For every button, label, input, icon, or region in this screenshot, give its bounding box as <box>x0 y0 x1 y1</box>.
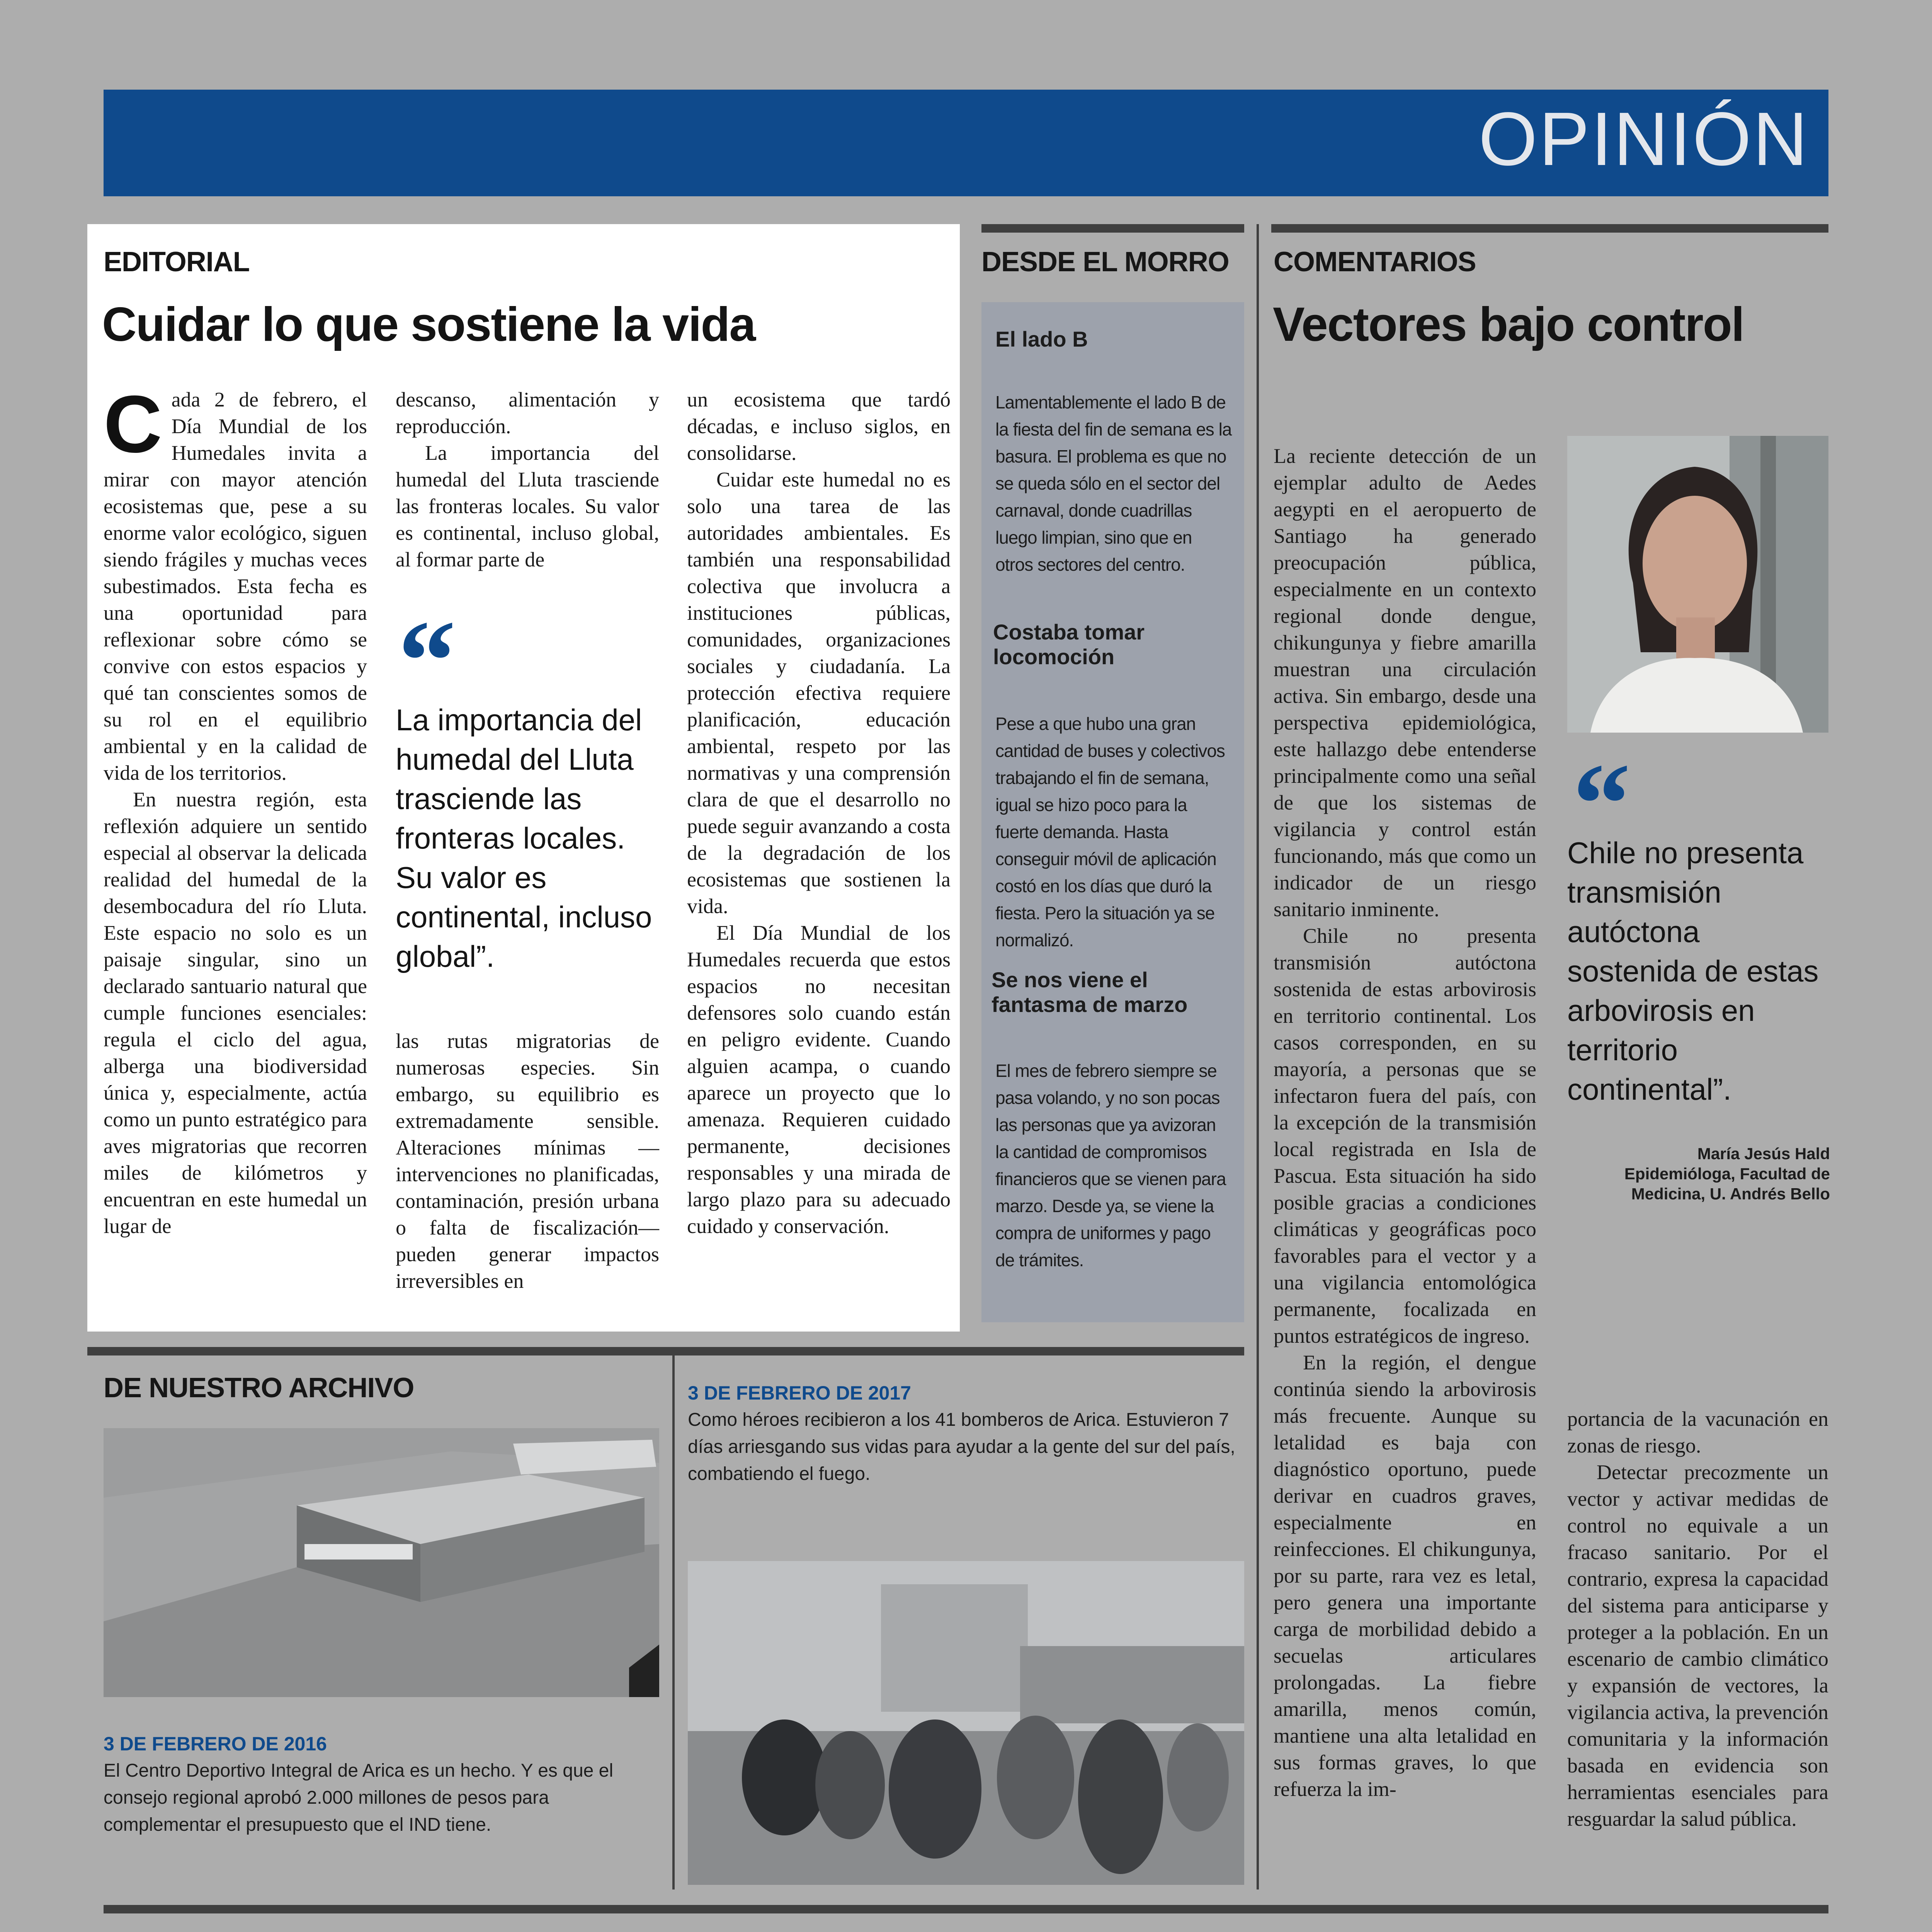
opinion-banner <box>104 90 1828 196</box>
columnist-photo <box>1567 436 1828 733</box>
comentarios-paragraph: portancia de la vacunación en zonas de riesgo. <box>1567 1407 1828 1457</box>
editorial-label: EDITORIAL <box>104 247 250 277</box>
comentarios-headline: Vectores bajo control <box>1273 298 1744 351</box>
editorial-column-3 <box>687 386 951 1240</box>
comentarios-paragraph: Chile no presenta transmisión autóctona sostenida de estas arbovirosis en territorio continental. Los casos corresponden, en su mayoría, a personas que se infectaron fuera del país, con la excepción de la transmisión local registrada en Isla de Pascua. Esta situación ha sido posible gracias a condiciones climáticas y geográficas poco favorables para el vector y a una vigilancia entomológica permanente, focalizada en puntos estratégicos de ingreso. <box>1274 924 1536 1347</box>
editorial-paragraph: las rutas migratorias de numerosas especies. Sin embargo, su equilibrio es extremadamente sensible. Alteraciones mínimas —intervenciones no planificadas, contaminación, presión urbana o falta de fiscalización— pueden generar impactos irreversibles en <box>396 1029 659 1293</box>
editorial-paragraph: La importancia del humedal del Lluta trasciende las fronteras locales. Su valor es continental, incluso global, al formar parte de <box>396 441 659 571</box>
morro-text: Pese a que hubo una gran cantidad de buses y colectivos trabajando el fin de semana, igual se hizo poco para la fuerte demanda. Hasta conseguir móvil de aplicación costó en los días que duró la fiesta. Pero la situación ya se normalizó. <box>995 714 1225 950</box>
editorial-column-1 <box>104 379 367 1240</box>
comentarios-column-2 <box>1567 1406 1828 1832</box>
archive-date-2016: 3 DE FEBRERO DE 2016 <box>104 1733 327 1755</box>
editorial-paragraph: un ecosistema que tardó décadas, e incluso siglos, en consolidarse. <box>687 388 951 464</box>
column-divider <box>1257 224 1259 1889</box>
signature-name: María Jesús Hald <box>1697 1145 1830 1163</box>
morro-label: DESDE EL MORRO <box>981 247 1229 277</box>
archive-divider <box>672 1352 675 1889</box>
drop-cap: C <box>104 379 162 469</box>
section-title: OPINIÓN <box>1478 97 1809 181</box>
archive-photo-2017 <box>688 1561 1244 1885</box>
archive-caption-2016: El Centro Deportivo Integral de Arica es un hecho. Y es que el consejo regional aprobó 2.000 millones de pesos para complementar el presupuesto que el IND tiene. <box>104 1760 614 1835</box>
signature <box>1567 1144 1830 1204</box>
editorial-paragraph: descanso, alimentación y reproducción. <box>396 388 659 438</box>
comentarios-paragraph: La reciente detección de un ejemplar adulto de Aedes aegypti en el aeropuerto de Santiago ha generado preocupación pública, especialmente en un contexto regional donde dengue, chikungunya y fiebre amarilla muestran una circulación activa. Sin embargo, desde una perspectiva epidemiológica, este hallazgo debe entenderse principalmente como una señal de que los sistemas de vigilancia y control están funcionando, más que como un indicador de un riesgo sanitario inminente. <box>1274 444 1536 921</box>
comentarios-top-rule <box>1271 224 1828 233</box>
editorial-paragraph: En nuestra región, esta reflexión adquiere un sentido especial al observar la delicada realidad del humedal de la desembocadura del río Lluta. Este espacio no solo es un paisaje singular, sino un declarado santuario natural que cumple funciones esenciales: regula el ciclo del agua, alberga una biodiversidad única y, especialmente, actúa como un punto estratégico para aves migratorias que recorren miles de kilómetros y encuentran en este humedal un lugar de <box>104 788 367 1238</box>
editorial-pull-quote: La importancia del humedal del Lluta trasciende las fronteras locales. Su valor es continental, incluso global”. <box>396 703 652 973</box>
editorial-headline: Cuidar lo que sostiene la vida <box>102 298 755 351</box>
morro-subhead: Costaba tomar locomoción <box>993 620 1145 669</box>
building-image <box>104 1428 659 1697</box>
morro-subhead: El lado B <box>995 327 1088 351</box>
portrait-image <box>1567 436 1828 733</box>
morro-top-rule <box>981 224 1244 233</box>
archive-top-rule <box>87 1347 1244 1355</box>
quote-mark-icon: “ <box>398 597 456 725</box>
editorial-paragraph: Cuidar este humedal no es solo una tarea de las autoridades ambientales. Es también una responsabilidad colectiva que involucra a instituciones públicas, comunidades, organizaciones sociales y ciudadanía. La protección efectiva requiere planificación, educación ambiental, respeto por las normativas y una comprensión clara de que el desarrollo no puede seguir avanzando a costa de la degradación de los ecosistemas que sostienen la vida. <box>687 468 951 918</box>
editorial-column-2-top <box>396 386 659 573</box>
comentarios-column-1 <box>1274 443 1536 1803</box>
morro-text: Lamentablemente el lado B de la fiesta del fin de semana es la basura. El problema es que no se queda sólo en el sector del carnaval, donde cuadrillas luego limpian, sino que en otros sectores del centro. <box>995 392 1232 575</box>
signature-role: Epidemióloga, Facultad de Medicina, U. Andrés Bello <box>1624 1165 1830 1203</box>
morro-subhead: Se nos viene el fantasma de marzo <box>992 968 1188 1017</box>
archive-label: DE NUESTRO ARCHIVO <box>104 1372 414 1403</box>
archive-photo-2016 <box>104 1428 659 1697</box>
comentarios-paragraph: Detectar precozmente un vector y activar medidas de control no equivale a un fracaso sanitario. Por el contrario, expresa la capacidad del sistema para anticiparse y proteger a la población. En un escenario de cambio climático y expansión de vectores, la vigilancia activa, la prevención comunitaria y la información basada en evidencia son herramientas esenciales para resguardar la salud pública. <box>1567 1461 1828 1830</box>
archive-date-2017: 3 DE FEBRERO DE 2017 <box>688 1382 911 1404</box>
firefighters-image <box>688 1561 1244 1885</box>
comentarios-pull-quote: Chile no presenta transmisión autóctona sostenida de estas arbovirosis en territorio continental”. <box>1567 836 1819 1106</box>
morro-text: El mes de febrero siempre se pasa volando, y no son pocas las personas que ya avizoran la cantidad de compromisos financieros que se vienen para marzo. Desde ya, se viene la compra de uniformes y pago de trámites. <box>995 1061 1226 1270</box>
editorial-column-2-bottom <box>396 1028 659 1294</box>
quote-mark-icon: “ <box>1573 740 1631 868</box>
archive-caption-2017: Como héroes recibieron a los 41 bomberos de Arica. Estuvieron 7 días arriesgando sus vidas para ayudar a la gente del sur del país, combatiendo el fuego. <box>688 1410 1235 1484</box>
editorial-paragraph: ada 2 de febrero, el Día Mundial de los Humedales invita a mirar con mayor atención ecosistemas que, pese a su enorme valor ecológico, siguen siendo frágiles y muchas veces subestimados. Esta fecha es una oportunidad para reflexionar sobre cómo se convive con estos espacios y qué tan conscientes somos de su rol en el equilibrio ambiental y en la calidad de vida de los territorios. <box>104 388 367 784</box>
comentarios-paragraph: En la región, el dengue continúa siendo la arbovirosis más frecuente. Aunque su letalidad es baja con diagnóstico oportuno, puede derivar en cuadros graves, especialmente en reinfecciones. El chikungunya, por su parte, rara vez es letal, pero genera una importante carga de morbilidad debido a secuelas articulares prolongadas. La fiebre amarilla, menos común, mantiene una alta letalidad en sus formas graves, lo que refuerza la im- <box>1274 1351 1536 1801</box>
comentarios-label: COMENTARIOS <box>1274 247 1476 277</box>
editorial-paragraph: El Día Mundial de los Humedales recuerda que estos espacios no necesitan defensores solo cuando están en peligro evidente. Cuando alguien acampa, o cuando aparece un proyecto que lo amenaza. Requieren cuidado permanente, decisiones responsables y una mirada de largo plazo para su adecuado cuidado y conservación. <box>687 921 951 1238</box>
ad-top-rule <box>104 1905 1828 1913</box>
